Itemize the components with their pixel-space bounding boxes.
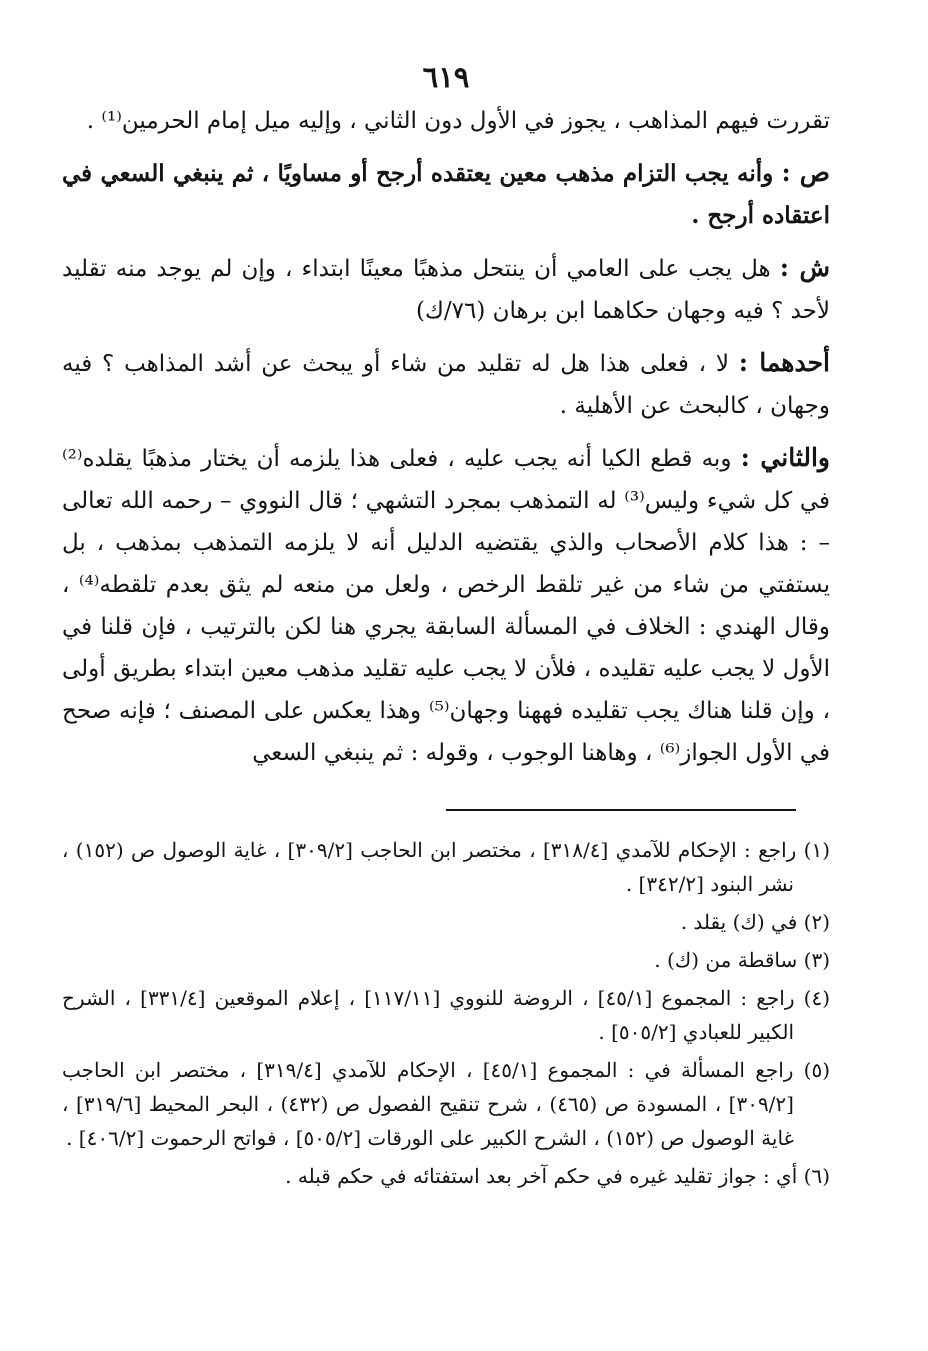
paragraph-5 (62, 437, 830, 774)
paragraph-1: تقررت فيهم المذاهب ، يجوز في الأول دون الثاني ، وإليه ميل إمام الحرمين⁽¹⁾ . (86, 108, 830, 134)
paragraph-2-statement (62, 152, 830, 237)
footnote-3: (٣) ساقطة من (ك) . (654, 948, 830, 972)
footnote-separator (62, 796, 830, 815)
paragraph-5-lead: والثاني : (740, 443, 830, 472)
page-number: ٦١٩ (422, 60, 470, 94)
paragraph-2-lead: ص : (781, 158, 830, 187)
footnotes (62, 833, 830, 1193)
paragraph-4 (62, 342, 830, 427)
footnote-5: (٥) راجع المسألة في : المجموع [٤٥/١] ، الإحكام للآمدي [٣١٩/٤] ، مختصر ابن الحاجب [٣٠٩/٢] ، المسودة ص (٤٦٥) ، شرح تنقيح الفصول ص (٤٣٢) ، البحر المحيط [٣١٩/٦] ، غاية الوصول ص (١٥٢) ، الشرح الكبير على الورقات [٥٠٥/٢] ، فواتح الرحموت [٤٠٦/٢] . (62, 1058, 830, 1150)
paragraph-3-text: هل يجب على العامي أن ينتحل مذهبًا معينًا ابتداء ، وإن لم يوجد منه تقليد لأحد ؟ فيه وجهان حكاهما ابن برهان (٧٦/ك) (62, 256, 830, 324)
paragraph-4-lead: أحدهما : (738, 348, 830, 377)
paragraph-3-lead: ش : (779, 253, 830, 282)
footnote-6: (٦) أي : جواز تقليد غيره في حكم آخر بعد استفتائه في حكم قبله . (285, 1164, 830, 1188)
paragraph-2-text: وأنه يجب التزام مذهب معين يعتقده أرجح أو مساويًا ، ثم ينبغي السعي في اعتقاده أرجح . (62, 160, 830, 229)
paragraph-5-text: وبه قطع الكيا أنه يجب عليه ، فعلى هذا يلزمه أن يختار مذهبًا يقلده⁽²⁾ في كل شيء وليس⁽³⁾ له التمذهب بمجرد التشهي ؛ قال النووي – رحمه الله تعالى – : هذا كلام الأصحاب والذي يقتضيه الدليل أنه لا يلزمه التمذهب بمذهب ، بل يستفتي من شاء من غير تلقط الرخص ، ولعل من منعه لم يثق بعدم تلقطه⁽⁴⁾ ، وقال الهندي : الخلاف في المسألة السابقة يجري هنا لكن بالترتيب ، فإن قلنا في الأول لا يجب عليه تقليده ، فلأن لا يجب عليه تقليد مذهب معين ابتداء بطريق أولى ، وإن قلنا هناك يجب تقليده فههنا وجهان⁽⁵⁾ وهذا يعكس على المصنف ؛ فإنه صحح في الأول الجواز⁽⁶⁾ ، وهاهنا الوجوب ، وقوله : ثم ينبغي السعي (62, 446, 831, 766)
paragraph-3-commentary (62, 247, 830, 332)
footnote-1: (١) راجع : الإحكام للآمدي [٣١٨/٤] ، مختصر ابن الحاجب [٣٠٩/٢] ، غاية الوصول ص (١٥٢) ، نشر البنود [٣٤٢/٢] . (62, 838, 831, 896)
paragraph-4-text: لا ، فعلى هذا هل له تقليد من شاء أو يبحث عن أشد المذاهب ؟ فيه وجهان ، كالبحث عن الأهلية . (62, 351, 830, 419)
footnote-4: (٤) راجع : المجموع [٤٥/١] ، الروضة للنووي [١١٧/١١] ، إعلام الموقعين [٣٣١/٤] ، الشرح الكبير للعبادي [٥٠٥/٢] . (62, 986, 830, 1044)
footnote-2: (٢) في (ك) يقلد . (680, 910, 830, 934)
footnote-rule (446, 809, 796, 811)
